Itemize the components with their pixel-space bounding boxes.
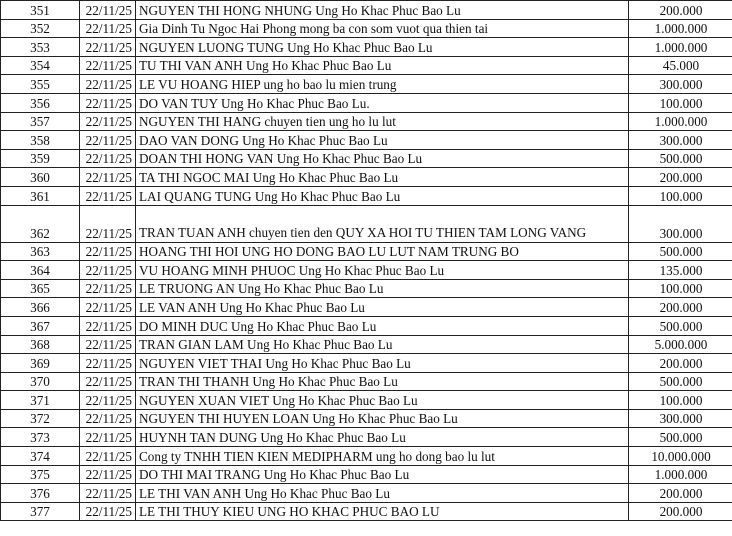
row-description: DO THI MAI TRANG Ung Ho Khac Phuc Bao Lu bbox=[136, 465, 629, 484]
row-number: 366 bbox=[1, 298, 80, 317]
row-date: 22/11/25 bbox=[80, 502, 136, 521]
row-amount: 1.000.000 bbox=[629, 112, 732, 131]
table-row bbox=[1, 149, 732, 168]
row-number: 376 bbox=[1, 484, 80, 503]
row-number: 362 bbox=[1, 205, 80, 242]
row-number: 372 bbox=[1, 409, 80, 428]
row-amount: 300.000 bbox=[629, 205, 732, 242]
table-row bbox=[1, 484, 732, 503]
row-description: DAO VAN DONG Ung Ho Khac Phuc Bao Lu bbox=[136, 131, 629, 150]
table-row bbox=[1, 75, 732, 94]
row-amount: 500.000 bbox=[629, 316, 732, 335]
donation-table-body bbox=[1, 1, 732, 521]
row-number: 363 bbox=[1, 242, 80, 261]
row-date: 22/11/25 bbox=[80, 372, 136, 391]
row-amount: 100.000 bbox=[629, 279, 732, 298]
row-number: 360 bbox=[1, 168, 80, 187]
row-date: 22/11/25 bbox=[80, 131, 136, 150]
table-row bbox=[1, 298, 732, 317]
row-amount: 500.000 bbox=[629, 149, 732, 168]
row-date: 22/11/25 bbox=[80, 465, 136, 484]
row-amount: 100.000 bbox=[629, 391, 732, 410]
row-date: 22/11/25 bbox=[80, 335, 136, 354]
row-date: 22/11/25 bbox=[80, 149, 136, 168]
row-amount: 1.000.000 bbox=[629, 38, 732, 57]
row-amount: 300.000 bbox=[629, 409, 732, 428]
row-amount: 500.000 bbox=[629, 428, 732, 447]
row-amount: 200.000 bbox=[629, 298, 732, 317]
row-number: 371 bbox=[1, 391, 80, 410]
table-row bbox=[1, 502, 732, 521]
row-description: TA THI NGOC MAI Ung Ho Khac Phuc Bao Lu bbox=[136, 168, 629, 187]
row-description: TU THI VAN ANH Ung Ho Khac Phuc Bao Lu bbox=[136, 56, 629, 75]
row-date: 22/11/25 bbox=[80, 75, 136, 94]
row-number: 374 bbox=[1, 447, 80, 466]
row-number: 356 bbox=[1, 93, 80, 112]
row-date: 22/11/25 bbox=[80, 38, 136, 57]
row-amount: 45.000 bbox=[629, 56, 732, 75]
row-number: 361 bbox=[1, 186, 80, 205]
row-description: LE THI VAN ANH Ung Ho Khac Phuc Bao Lu bbox=[136, 484, 629, 503]
table-row bbox=[1, 205, 732, 242]
row-number: 365 bbox=[1, 279, 80, 298]
row-date: 22/11/25 bbox=[80, 298, 136, 317]
row-date: 22/11/25 bbox=[80, 56, 136, 75]
row-number: 368 bbox=[1, 335, 80, 354]
table-row bbox=[1, 316, 732, 335]
row-description: TRAN TUAN ANH chuyen tien den QUY XA HOI TU THIEN TAM LONG VANG bbox=[136, 205, 629, 242]
row-date: 22/11/25 bbox=[80, 391, 136, 410]
row-amount: 1.000.000 bbox=[629, 465, 732, 484]
row-date: 22/11/25 bbox=[80, 168, 136, 187]
row-date: 22/11/25 bbox=[80, 279, 136, 298]
table-row bbox=[1, 1, 732, 20]
table-row bbox=[1, 447, 732, 466]
row-number: 351 bbox=[1, 1, 80, 20]
table-row bbox=[1, 428, 732, 447]
row-description: LE THI THUY KIEU UNG HO KHAC PHUC BAO LU bbox=[136, 502, 629, 521]
row-date: 22/11/25 bbox=[80, 428, 136, 447]
row-date: 22/11/25 bbox=[80, 484, 136, 503]
row-date: 22/11/25 bbox=[80, 354, 136, 373]
row-description: TRAN GIAN LAM Ung Ho Khac Phuc Bao Lu bbox=[136, 335, 629, 354]
row-amount: 100.000 bbox=[629, 93, 732, 112]
row-description: DO MINH DUC Ung Ho Khac Phuc Bao Lu bbox=[136, 316, 629, 335]
row-amount: 200.000 bbox=[629, 1, 732, 20]
row-number: 358 bbox=[1, 131, 80, 150]
row-description: HUYNH TAN DUNG Ung Ho Khac Phuc Bao Lu bbox=[136, 428, 629, 447]
row-date: 22/11/25 bbox=[80, 447, 136, 466]
row-date: 22/11/25 bbox=[80, 409, 136, 428]
table-row bbox=[1, 131, 732, 150]
row-date: 22/11/25 bbox=[80, 1, 136, 20]
row-number: 373 bbox=[1, 428, 80, 447]
row-amount: 135.000 bbox=[629, 261, 732, 280]
table-row bbox=[1, 354, 732, 373]
table-row bbox=[1, 56, 732, 75]
row-amount: 200.000 bbox=[629, 502, 732, 521]
table-row bbox=[1, 372, 732, 391]
table-row bbox=[1, 93, 732, 112]
table-row bbox=[1, 261, 732, 280]
table-row bbox=[1, 242, 732, 261]
row-description: Cong ty TNHH TIEN KIEN MEDIPHARM ung ho dong bao lu lut bbox=[136, 447, 629, 466]
row-amount: 300.000 bbox=[629, 131, 732, 150]
row-number: 364 bbox=[1, 261, 80, 280]
row-amount: 300.000 bbox=[629, 75, 732, 94]
row-description: HOANG THI HOI UNG HO DONG BAO LU LUT NAM TRUNG BO bbox=[136, 242, 629, 261]
table-row bbox=[1, 168, 732, 187]
row-number: 355 bbox=[1, 75, 80, 94]
row-description: NGUYEN THI HONG NHUNG Ung Ho Khac Phuc Bao Lu bbox=[136, 1, 629, 20]
row-number: 367 bbox=[1, 316, 80, 335]
row-number: 352 bbox=[1, 19, 80, 38]
row-description: LE VU HOANG HIEP ung ho bao lu mien trung bbox=[136, 75, 629, 94]
row-number: 369 bbox=[1, 354, 80, 373]
row-date: 22/11/25 bbox=[80, 112, 136, 131]
row-amount: 5.000.000 bbox=[629, 335, 732, 354]
table-row bbox=[1, 409, 732, 428]
row-date: 22/11/25 bbox=[80, 205, 136, 242]
row-description: TRAN THI THANH Ung Ho Khac Phuc Bao Lu bbox=[136, 372, 629, 391]
row-number: 377 bbox=[1, 502, 80, 521]
row-number: 353 bbox=[1, 38, 80, 57]
row-number: 357 bbox=[1, 112, 80, 131]
row-description: NGUYEN THI HUYEN LOAN Ung Ho Khac Phuc Bao Lu bbox=[136, 409, 629, 428]
row-number: 354 bbox=[1, 56, 80, 75]
row-date: 22/11/25 bbox=[80, 242, 136, 261]
row-amount: 200.000 bbox=[629, 354, 732, 373]
row-description: NGUYEN VIET THAI Ung Ho Khac Phuc Bao Lu bbox=[136, 354, 629, 373]
row-description: DOAN THI HONG VAN Ung Ho Khac Phuc Bao Lu bbox=[136, 149, 629, 168]
table-row bbox=[1, 465, 732, 484]
row-amount: 1.000.000 bbox=[629, 19, 732, 38]
row-description: Gia Dinh Tu Ngoc Hai Phong mong ba con som vuot qua thien tai bbox=[136, 19, 629, 38]
table-row bbox=[1, 335, 732, 354]
row-amount: 10.000.000 bbox=[629, 447, 732, 466]
table-row bbox=[1, 38, 732, 57]
row-date: 22/11/25 bbox=[80, 19, 136, 38]
table-row bbox=[1, 186, 732, 205]
row-description: NGUYEN THI HANG chuyen tien ung ho lu lut bbox=[136, 112, 629, 131]
table-row bbox=[1, 279, 732, 298]
row-description: LE TRUONG AN Ung Ho Khac Phuc Bao Lu bbox=[136, 279, 629, 298]
row-amount: 200.000 bbox=[629, 168, 732, 187]
row-amount: 500.000 bbox=[629, 242, 732, 261]
row-description: NGUYEN XUAN VIET Ung Ho Khac Phuc Bao Lu bbox=[136, 391, 629, 410]
row-description: LE VAN ANH Ung Ho Khac Phuc Bao Lu bbox=[136, 298, 629, 317]
row-description: VU HOANG MINH PHUOC Ung Ho Khac Phuc Bao Lu bbox=[136, 261, 629, 280]
row-amount: 500.000 bbox=[629, 372, 732, 391]
table-row bbox=[1, 112, 732, 131]
row-number: 370 bbox=[1, 372, 80, 391]
row-amount: 200.000 bbox=[629, 484, 732, 503]
row-description: LAI QUANG TUNG Ung Ho Khac Phuc Bao Lu bbox=[136, 186, 629, 205]
row-description: DO VAN TUY Ung Ho Khac Phuc Bao Lu. bbox=[136, 93, 629, 112]
row-date: 22/11/25 bbox=[80, 93, 136, 112]
row-date: 22/11/25 bbox=[80, 316, 136, 335]
row-number: 359 bbox=[1, 149, 80, 168]
table-row bbox=[1, 19, 732, 38]
row-description: NGUYEN LUONG TUNG Ung Ho Khac Phuc Bao Lu bbox=[136, 38, 629, 57]
row-amount: 100.000 bbox=[629, 186, 732, 205]
row-date: 22/11/25 bbox=[80, 261, 136, 280]
table-row bbox=[1, 391, 732, 410]
row-number: 375 bbox=[1, 465, 80, 484]
row-date: 22/11/25 bbox=[80, 186, 136, 205]
